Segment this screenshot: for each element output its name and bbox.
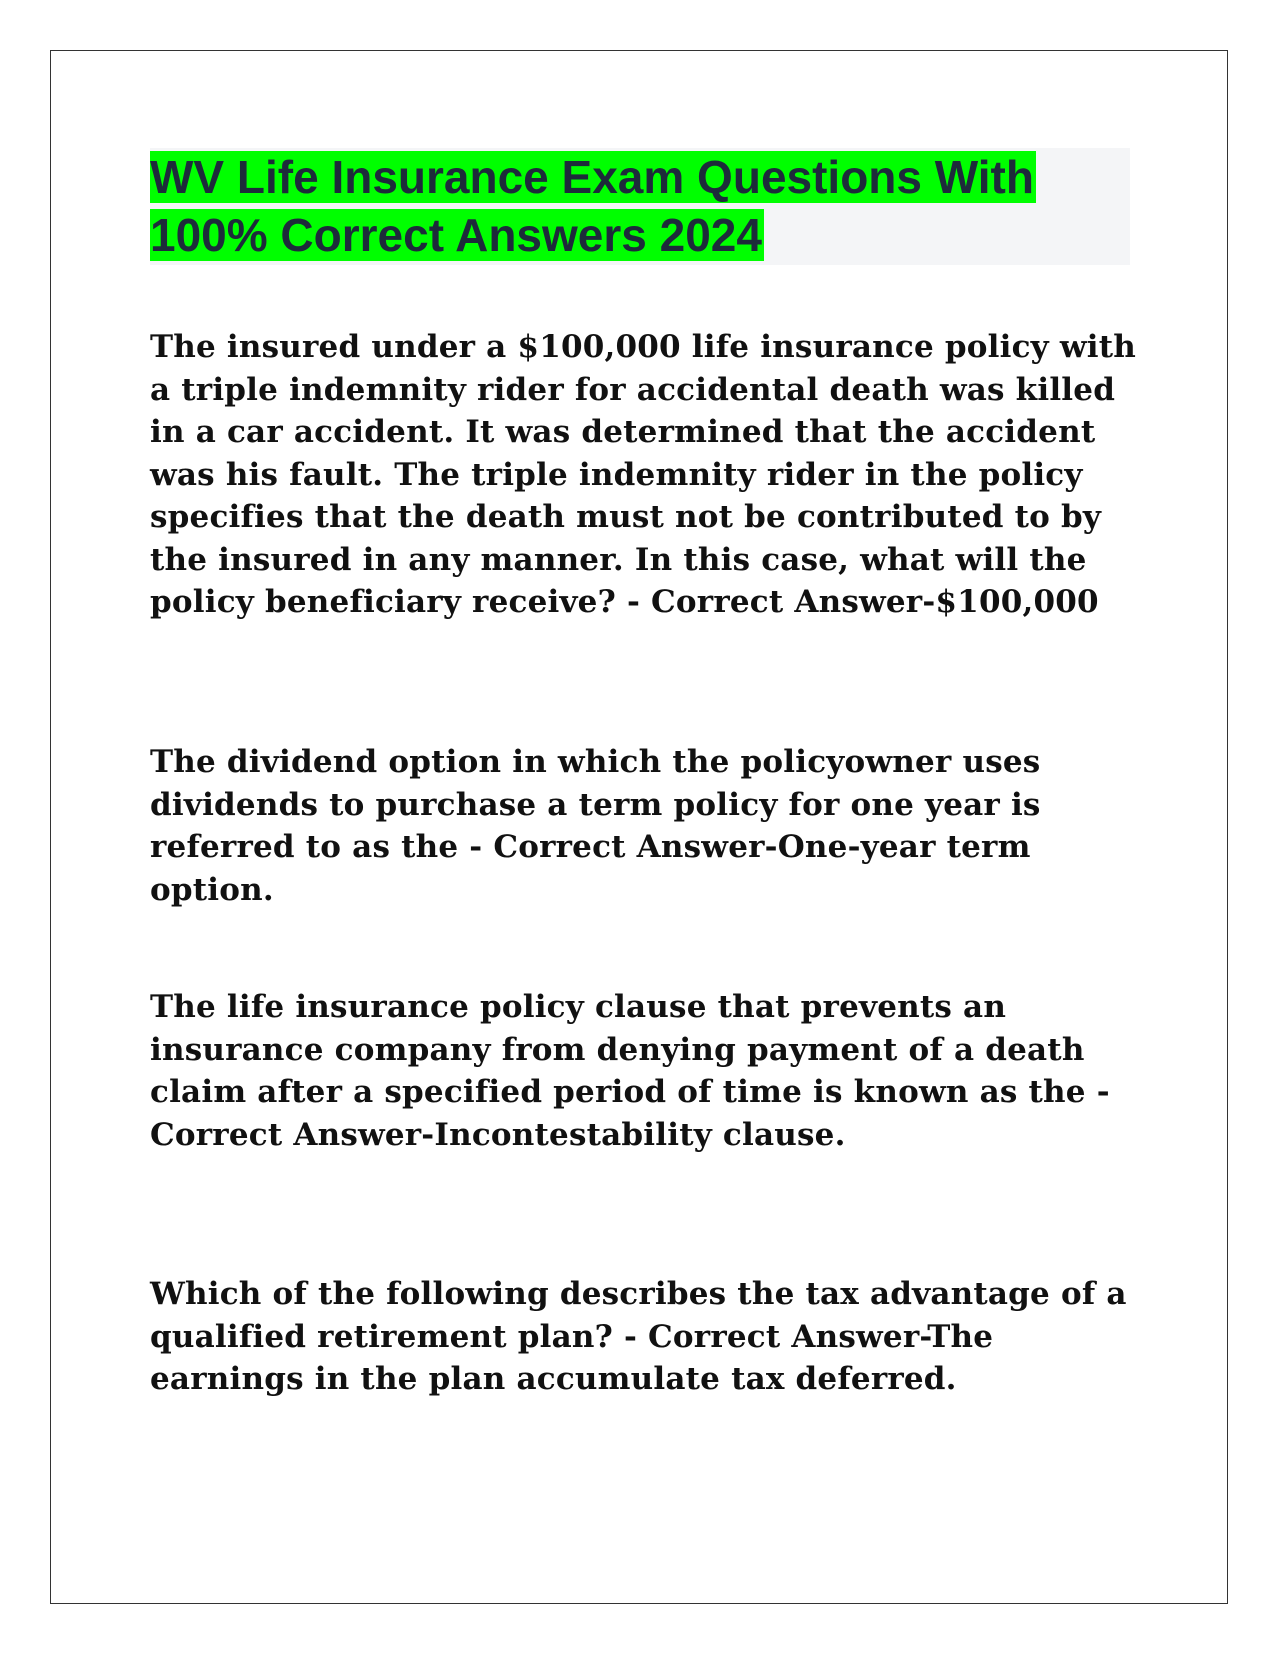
answer-text: Correct Answer-The earnings in the plan accumulate tax deferred. <box>150 1318 994 1397</box>
answer-text: Correct Answer-$100,000 <box>651 584 1099 620</box>
title-block <box>150 148 1130 265</box>
question-text: Which of the following describes the tax advantage of a qualified retirement plan? - <box>150 1276 1127 1355</box>
qa-item <box>150 326 1140 624</box>
qa-item <box>150 741 1140 911</box>
answer-text: Correct Answer-One-year term option. <box>150 829 1031 908</box>
qa-item <box>150 1273 1140 1401</box>
document-title <box>150 148 1130 264</box>
answer-text: Correct Answer-Incontestability clause. <box>150 1116 846 1153</box>
question-text: The insured under a $100,000 life insurance policy with a triple indemnity rider for accidental death was killed in a car accident. It was determined that the accident was his fault. The triple indemnity rider in the policy specifies that the death must not be contributed to by the insured in any manner. In this case, what will the policy beneficiary receive? - <box>150 329 1136 620</box>
question-text: The dividend option in which the policyowner uses dividends to purchase a term policy for one year is referred to as the - <box>150 744 1041 865</box>
question-text: The life insurance policy clause that prevents an insurance company from denying payment of a death claim after a specified period of time is known as the - <box>150 989 1110 1110</box>
title-highlight: WV Life Insurance Exam Questions With 100% Correct Answers 2024 <box>150 151 1034 261</box>
qa-item <box>150 986 1140 1156</box>
